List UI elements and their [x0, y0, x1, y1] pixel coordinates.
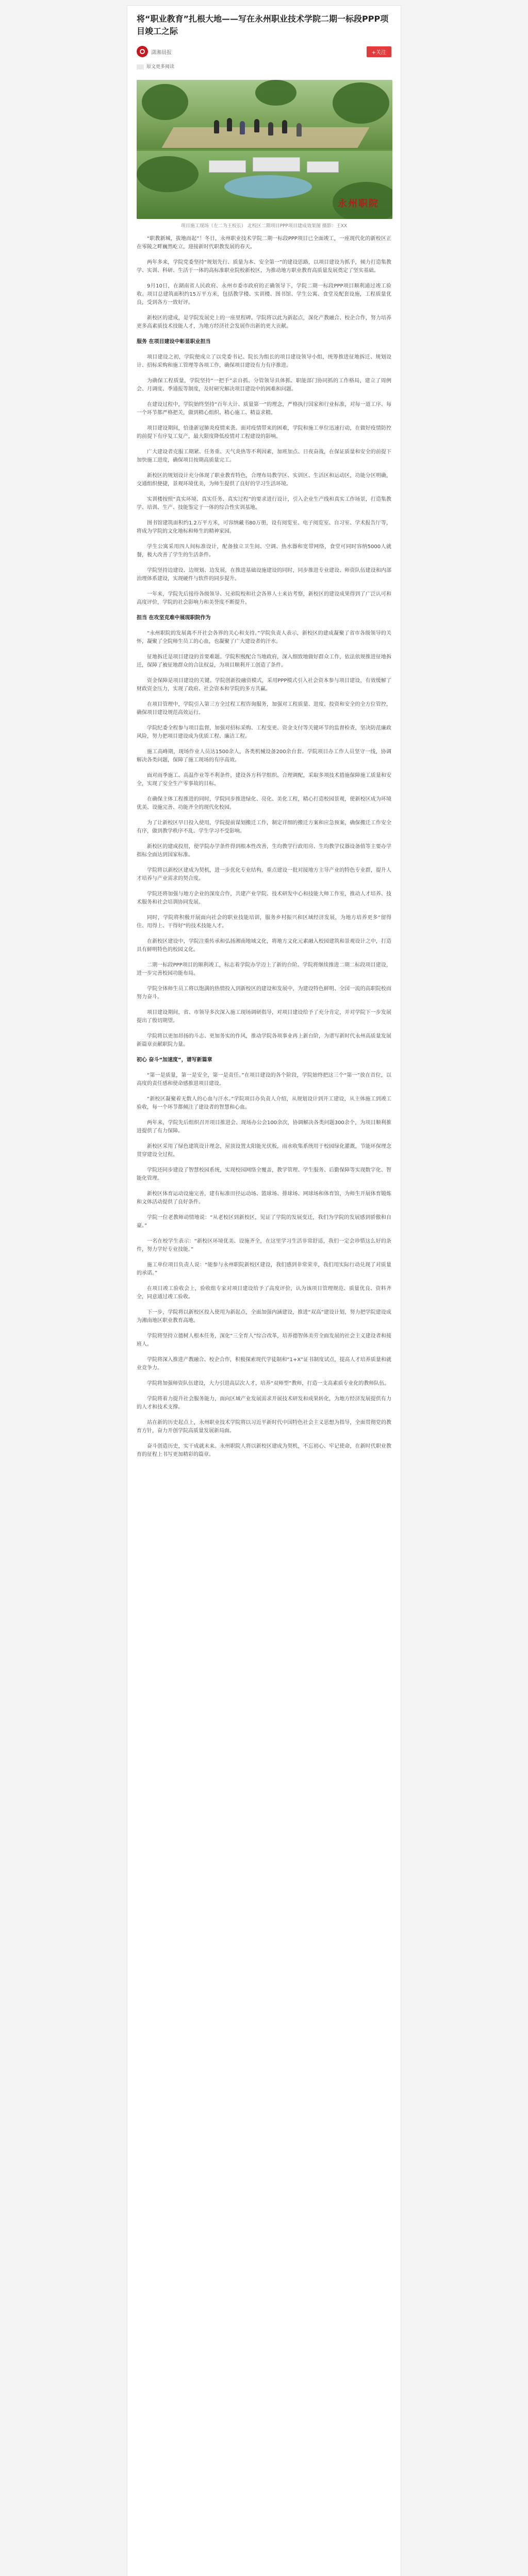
article-paragraph: 学院还同步建设了智慧校园系统，实现校园网络全覆盖，教学管理、学生服务、后勤保障等实现数字化、智能化管理。	[137, 1167, 391, 1181]
article-paragraph: 为确保工程质量，学院坚持“一把手”亲自抓、分管领导具体抓、职能部门协同抓的工作格局，建立了周例会、月调度、季通报等制度，及时研究解决项目建设中的困难和问题。	[137, 378, 391, 392]
source-name: 潇湘晨报	[151, 49, 172, 56]
article-paragraph: 学院将加强师资队伍建设，大力引进高层次人才，培养“双师型”教师，打造一支高素质专业化的教师队伍。	[147, 1381, 390, 1386]
source-logo-icon	[137, 46, 148, 57]
article-title: 将“职业教育”扎根大地——写在永州职业技术学院二期一标段PPP项目竣工之际	[137, 14, 389, 36]
article-paragraph: 两年来，学院先后组织召开项目推进会、现场办公会100余次，协调解决各类问题300余个，为项目顺利推进提供了有力保障。	[137, 1120, 391, 1134]
article-meta	[137, 44, 391, 59]
photo-watermark: 永州职院	[338, 198, 379, 209]
article-paragraph: 项目建设期间，恰逢新冠肺炎疫情来袭。面对疫情带来的困难，学院和施工单位迅速行动，在做好疫情防控的前提下有序复工复产，最大限度降低疫情对工程建设的影响。	[137, 426, 391, 439]
article-paragraph: 学院坚持边建设、边规划、边发展，在推进基础设施建设的同时，同步推进专业建设、师资队伍建设和内部治理体系建设，实现硬件与软件的同步提升。	[137, 568, 391, 582]
article-paragraph: 学院将着力提升社会服务能力，面向区域产业发展需求开展技术研发和成果转化，为地方经济发展提供有力的人才和技术支撑。	[137, 1396, 391, 1410]
article-paragraph: 学院将深入推进产教融合、校企合作，积极探索现代学徒制和“1+X”证书制度试点，提高人才培养质量和就业竞争力。	[137, 1357, 391, 1371]
article-paragraph: 项目建设之初，学院便成立了以党委书记、院长为组长的项目建设领导小组，统筹推进征地拆迁、规划设计、招标采购和施工管理等各项工作，确保项目建设有力有序推进。	[137, 354, 391, 368]
article-paragraph: 新校区的规划设计充分体现了职业教育特色，合理布局教学区、实训区、生活区和运动区，功能分区明确，交通组织便捷，景观环境优美，为师生提供了良好的学习生活环境。	[137, 473, 391, 487]
article-paragraph: 一名在校学生表示：“新校区环境优美、设施齐全，在这里学习生活非常舒适，我们一定会珍惜这么好的条件，努力学好专业技能。”	[137, 1239, 391, 1252]
article-paragraph: 为了让新校区早日投入使用，学院提前谋划搬迁工作，制定详细的搬迁方案和应急预案，确保搬迁工作安全有序，做到教学秩序不乱、学生学习不受影响。	[137, 820, 391, 834]
article-paragraph: 实训楼按照“真实环境、真实任务、真实过程”的要求进行设计，引入企业生产线和真实工作场景，打造集教学、培训、生产、技能鉴定于一体的综合性实训基地。	[137, 497, 391, 511]
article-paragraph: 学院还将加强与地方企业的深度合作，共建产业学院、技术研发中心和技能大师工作室，推动人才培养、技术服务和社会培训协同发展。	[137, 891, 391, 905]
person-figure	[296, 123, 302, 137]
article-paragraph: “职教新城，拔地而起”！冬日，永州职业技术学院二期一标段PPP项目已全面竣工，一座现代化的新校区正在零陵之畔巍然屹立，迎接新时代职教发展的春天。	[137, 236, 391, 250]
image-caption: 项目施工现场（左二为王校长） 北校区二期项目PPP项目建成效果图 摄影：王XX	[180, 224, 348, 229]
section-heading: 担当 在攻坚克难中展现职院作为	[137, 615, 211, 621]
article-paragraph: 学院将坚持立德树人根本任务，深化“三全育人”综合改革，培养德智体美劳全面发展的社会主义建设者和接班人。	[137, 1333, 391, 1347]
article-paragraph: 新校区体育运动设施完善，建有标准田径运动场、篮球场、排球场、网球场和体育馆，为师生开展体育锻炼和文体活动提供了良好条件。	[137, 1191, 391, 1205]
article-paragraph: 在建设过程中，学院始终坚持“百年大计、质量第一”的理念，严格执行国家和行业标准，对每一道工序、每一个环节都严格把关，做到精心组织、精心施工、精益求精。	[137, 402, 391, 416]
article-paragraph: 在确保主体工程推进的同时，学院同步推进绿化、亮化、美化工程，精心打造校园景观，使新校区成为环境优美、设施完善、功能齐全的现代化校园。	[137, 796, 391, 810]
person-figure	[268, 122, 273, 135]
tree-shape	[333, 82, 389, 124]
article-paragraph: 在项目竣工验收会上，验收组专家对项目建设给予了高度评价，认为该项目管理规范、质量优良、资料齐全，同意通过竣工验收。	[137, 1286, 391, 1300]
article-paragraph: 广大建设者克服工期紧、任务重、天气炎热等不利因素，加班加点、日夜奋战，在保证质量和安全的前提下加快施工进度，确保项目按期高质量完工。	[137, 449, 391, 463]
tree-shape	[142, 84, 188, 120]
article-paragraph: “新校区凝聚着无数人的心血与汗水。”学院项目办负责人介绍，从规划设计到开工建设，从主体施工到竣工验收，每一个环节都倾注了建设者的智慧和心血。	[137, 1096, 391, 1110]
article-body	[127, 230, 401, 1459]
article-paragraph: 9月10日，在湖南省人民政府、永州市委市政府的正确领导下，学院二期一标段PPP项目顺利通过竣工验收。项目总建筑面积约15万平方米，包括教学楼、实训楼、图书馆、学生公寓、食堂及配套设施，工程质量优良，受到各方一致好评。	[137, 283, 391, 306]
person-figure	[227, 118, 232, 131]
article-paragraph: 新校区采用了绿色建筑设计理念，屋顶设置太阳能光伏板，雨水收集系统用于校园绿化灌溉，节能环保理念贯穿建设全过程。	[137, 1144, 391, 1158]
article-paragraph: 学院纪委全程参与项目监督，加强对招标采购、工程变更、资金支付等关键环节的监督检查，坚决防范廉政风险，努力把项目建设成为优质工程、廉洁工程。	[137, 725, 391, 739]
article-paragraph: 面对雨季施工、高温作业等不利条件，建设各方科学组织、合理调配，采取多项技术措施保障施工质量和安全，实现了安全生产零事故的目标。	[137, 773, 391, 787]
summary-icon	[137, 64, 144, 70]
article-paragraph: 两年多来，学院党委坚持“规划先行、质量为本、安全第一”的建设思路，以项目建设为抓手，倾力打造集教学、实训、科研、生活于一体的高标准职业院校新校区，为推动地方职业教育高质量发展奠定了坚实基础。	[137, 260, 391, 274]
article-paragraph: 新校区的建成，是学院发展史上的一座里程碑。学院将以此为新起点，深化产教融合、校企合作，努力培养更多高素质技术技能人才，为地方经济社会发展作出新的更大贡献。	[137, 315, 391, 329]
person-figure	[254, 119, 259, 132]
summary-label: 原文更多阅读	[146, 64, 175, 70]
person-figure	[240, 121, 245, 134]
photo-inspection	[137, 80, 392, 149]
building-roof	[253, 157, 300, 172]
article-paragraph: 资金保障是项目建设的关键。学院创新投融资模式，采用PPP模式引入社会资本参与项目建设，有效缓解了财政资金压力，实现了政府、社会资本和学院的多方共赢。	[137, 678, 391, 692]
article-paragraph: 在项目管理中，学院引入第三方全过程工程咨询服务，加强对工程质量、进度、投资和安全的全方位管控，确保项目建设规范高效运行。	[137, 702, 391, 716]
building-roof	[209, 160, 246, 173]
article-paragraph: 奋斗创造历史，实干成就未来。永州职院人将以新校区建成为契机，不忘初心、牢记使命，在新时代职业教育的征程上书写更加精彩的篇章。	[137, 1444, 391, 1458]
person-figure	[214, 120, 219, 133]
tree-shape	[137, 156, 199, 192]
pond-shape	[224, 175, 312, 198]
article-paragraph: 学生公寓采用四人间标准设计，配备独立卫生间、空调、热水器和宽带网络，食堂可同时容纳5000人就餐，极大改善了学生的生活条件。	[137, 544, 391, 558]
source-info[interactable]	[137, 46, 172, 57]
person-figure	[282, 120, 287, 133]
walkway-shape	[161, 127, 369, 148]
article-paragraph: 同时，学院将积极开展面向社会的职业技能培训，服务乡村振兴和区域经济发展，为地方培养更多“留得住、用得上、干得好”的技术技能人才。	[137, 915, 391, 929]
article-paragraph: 学院将以新校区建成为契机，进一步优化专业结构，重点建设一批对接地方主导产业的特色专业群，提升人才培养与产业需求的契合度。	[137, 868, 391, 882]
article-paragraph: 站在新的历史起点上，永州职业技术学院将以习近平新时代中国特色社会主义思想为指导，全面贯彻党的教育方针，奋力开创学院高质量发展新局面。	[137, 1420, 391, 1434]
follow-button[interactable]: +关注	[367, 46, 391, 57]
article-paragraph: 学院将以更加昂扬的斗志、更加务实的作风，推动学院各项事业再上新台阶，为谱写新时代永州高质量发展新篇章贡献职院力量。	[137, 1033, 391, 1047]
article-paragraph: 新校区的建成投用，使学院办学条件得到根本性改善，生均教学行政用房、生均教学仪器设备值等主要办学指标全面达到国家标准。	[137, 844, 391, 858]
section-heading: 服务 在项目建设中彰显职业担当	[137, 339, 211, 345]
article-paragraph: “永州职院的发展离不开社会各界的关心和支持。”学院负责人表示，新校区的建成凝聚了省市各级领导的关怀，凝聚了全院师生员工的心血，也凝聚了广大建设者的汗水。	[137, 631, 391, 645]
article-paragraph: 下一步，学院将以新校区投入使用为新起点，全面加强内涵建设，推进“双高”建设计划，努力把学院建设成为湘南地区职业教育高地。	[137, 1310, 391, 1324]
article-paragraph: 在新校区建设中，学院注重传承和弘扬湘南地域文化，将地方文化元素融入校园建筑和景观设计之中，打造具有鲜明特色的校园文化。	[137, 939, 391, 953]
summary-link[interactable]	[137, 63, 391, 71]
section-heading: 初心 奋斗“加速度”，谱写新篇章	[137, 1057, 212, 1063]
article-photo	[137, 80, 392, 219]
article-page	[127, 5, 401, 2576]
article-paragraph: 二期一标段PPP项目的顺利竣工，标志着学院办学迈上了新的台阶。学院将继续推进二期二标段项目建设，进一步完善校园功能布局。	[137, 962, 391, 976]
article-paragraph: 施工单位项目负责人说：“能参与永州职院新校区建设，我们感到非常荣幸，我们用实际行动兑现了对质量的承诺。”	[137, 1262, 391, 1276]
article-paragraph: 图书馆建筑面积约1.2万平方米，可容纳藏书80万册，设有阅览室、电子阅览室、自习室、学术报告厅等，将成为学院的文化地标和师生的精神家园。	[137, 520, 391, 534]
article-paragraph: 学院一位老教师动情地说：“从老校区到新校区，见证了学院的发展变迁，我们为学院的发展感到骄傲和自豪。”	[137, 1215, 391, 1229]
article-paragraph: 征地拆迁是项目建设的首要难题。学院积极配合当地政府，深入细致地做好群众工作，依法依规推进征地拆迁，保障了被征地群众的合法权益，为项目顺利开工创造了条件。	[137, 654, 391, 668]
tree-shape	[255, 80, 296, 106]
building-roof	[307, 161, 339, 173]
article-paragraph: “第一是质量，第一是安全，第一是责任。”在项目建设的各个阶段，学院始终把这三个“第一”放在首位，以高度的责任感和使命感推进项目建设。	[137, 1073, 391, 1087]
article-paragraph: 一年来，学院先后接待各级领导、兄弟院校和社会各界人士来访考察，新校区的建设成果得到了广泛认可和高度评价，学院的社会影响力和美誉度不断提升。	[137, 591, 391, 605]
article-paragraph: 项目建设期间，省、市领导多次深入施工现场调研指导，对项目建设给予了充分肯定，并对学院下一步发展提出了殷切期望。	[137, 1010, 391, 1024]
article-paragraph: 学院全体师生员工将以饱满的热情投入到新校区的建设和发展中，为建设特色鲜明、全国一流的高职院校而努力奋斗。	[137, 986, 391, 1000]
article-paragraph: 施工高峰期，现场作业人员达1500余人，各类机械设备200余台套。学院项目办工作人员坚守一线，协调解决各类问题，保障了施工现场的有序高效。	[137, 749, 391, 763]
